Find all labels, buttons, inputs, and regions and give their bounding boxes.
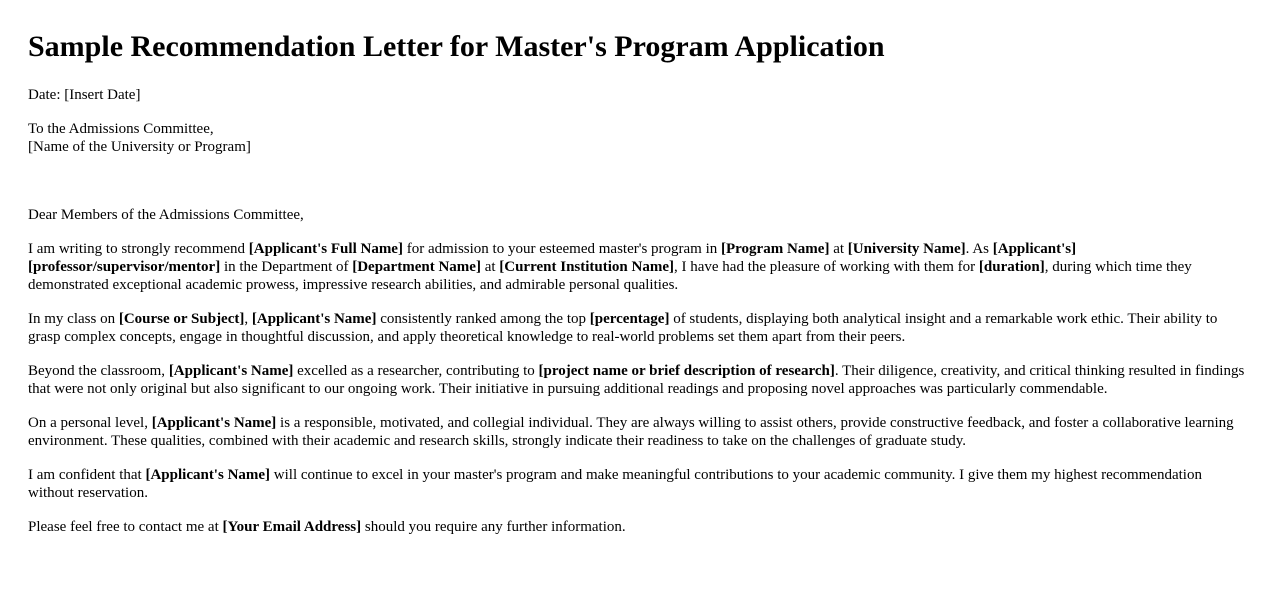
text-segment: Beyond the classroom, [28, 363, 169, 379]
placeholder-applicant-full-name: [Applicant's Full Name] [248, 241, 403, 257]
text-segment: for admission to your esteemed master's program in [402, 241, 722, 257]
placeholder-relationship: [Applicant's] [professor/supervisor/mentor] [28, 241, 1077, 275]
paragraph-personal [28, 414, 1250, 450]
text-segment: will continue to excel in your master's program and make meaningful contributions to your academic community. I give them my highest recommendation without reservation. [28, 467, 1202, 501]
paragraph-conclusion [28, 466, 1250, 502]
placeholder-department-name: [Department Name] [352, 259, 481, 275]
page-title: Sample Recommendation Letter for Master's Program Application [28, 30, 885, 63]
placeholder-university-name: [University Name] [847, 241, 966, 257]
placeholder-applicant-name: [Applicant's Name] [145, 467, 271, 483]
paragraph-contact [28, 518, 1250, 536]
text-segment: of students, displaying both analytical insight and a remarkable work ethic. Their ability to grasp complex concepts, engage in thoughtful discussion, and apply theoretical knowledge to real-world problems set them apart from their peers. [28, 311, 1218, 345]
text-segment: , [244, 311, 252, 327]
recipient-line-1: To the Admissions Committee, [28, 121, 214, 137]
placeholder-duration: [duration] [978, 259, 1045, 275]
letter-body [28, 206, 1250, 552]
text-segment: . Their diligence, creativity, and critical thinking resulted in findings that were not only original but also significant to our ongoing work. Their initiative in pursuing additional readings and proposing novel approaches was particularly commendable. [28, 363, 1245, 397]
placeholder-course-or-subject: [Course or Subject] [118, 311, 245, 327]
text-segment: Please feel free to contact me at [28, 519, 223, 535]
paragraph-academic [28, 310, 1250, 346]
text-segment: I am writing to strongly recommend [28, 241, 249, 257]
placeholder-applicant-name: [Applicant's Name] [251, 311, 377, 327]
text-segment: On a personal level, [28, 415, 152, 431]
paragraph-introduction [28, 240, 1250, 294]
text-segment: consistently ranked among the top [376, 311, 590, 327]
placeholder-project-description: [project name or brief description of research] [538, 363, 835, 379]
recipient-line-2: [Name of the University or Program] [28, 139, 251, 155]
text-segment: I am confident that [28, 467, 146, 483]
date-line: Date: [Insert Date] [28, 87, 141, 103]
text-segment: excelled as a researcher, contributing to [293, 363, 539, 379]
placeholder-current-institution: [Current Institution Name] [499, 259, 674, 275]
text-segment: . As [965, 241, 993, 257]
salutation: Dear Members of the Admissions Committee, [28, 207, 304, 223]
placeholder-applicant-name: [Applicant's Name] [168, 363, 294, 379]
text-segment: is a responsible, motivated, and collegial individual. They are always willing to assist others, provide constructive feedback, and foster a collaborative learning environment. These qualities, combined with their academic and research skills, strongly indicate their readiness to take on the challenges of graduate study. [28, 415, 1234, 449]
text-segment: , during which time they demonstrated exceptional academic prowess, impressive research abilities, and admirable personal qualities. [28, 259, 1192, 293]
placeholder-percentage: [percentage] [589, 311, 670, 327]
placeholder-applicant-name: [Applicant's Name] [151, 415, 277, 431]
text-segment: at [480, 259, 500, 275]
paragraph-research [28, 362, 1250, 398]
text-segment: , I have had the pleasure of working with them for [673, 259, 979, 275]
text-segment: at [829, 241, 848, 257]
placeholder-program-name: [Program Name] [721, 241, 830, 257]
text-segment: In my class on [28, 311, 119, 327]
text-segment: should you require any further information. [361, 519, 626, 535]
placeholder-email-address: [Your Email Address] [222, 519, 362, 535]
text-segment: in the Department of [220, 259, 353, 275]
recipient-address [28, 120, 251, 156]
